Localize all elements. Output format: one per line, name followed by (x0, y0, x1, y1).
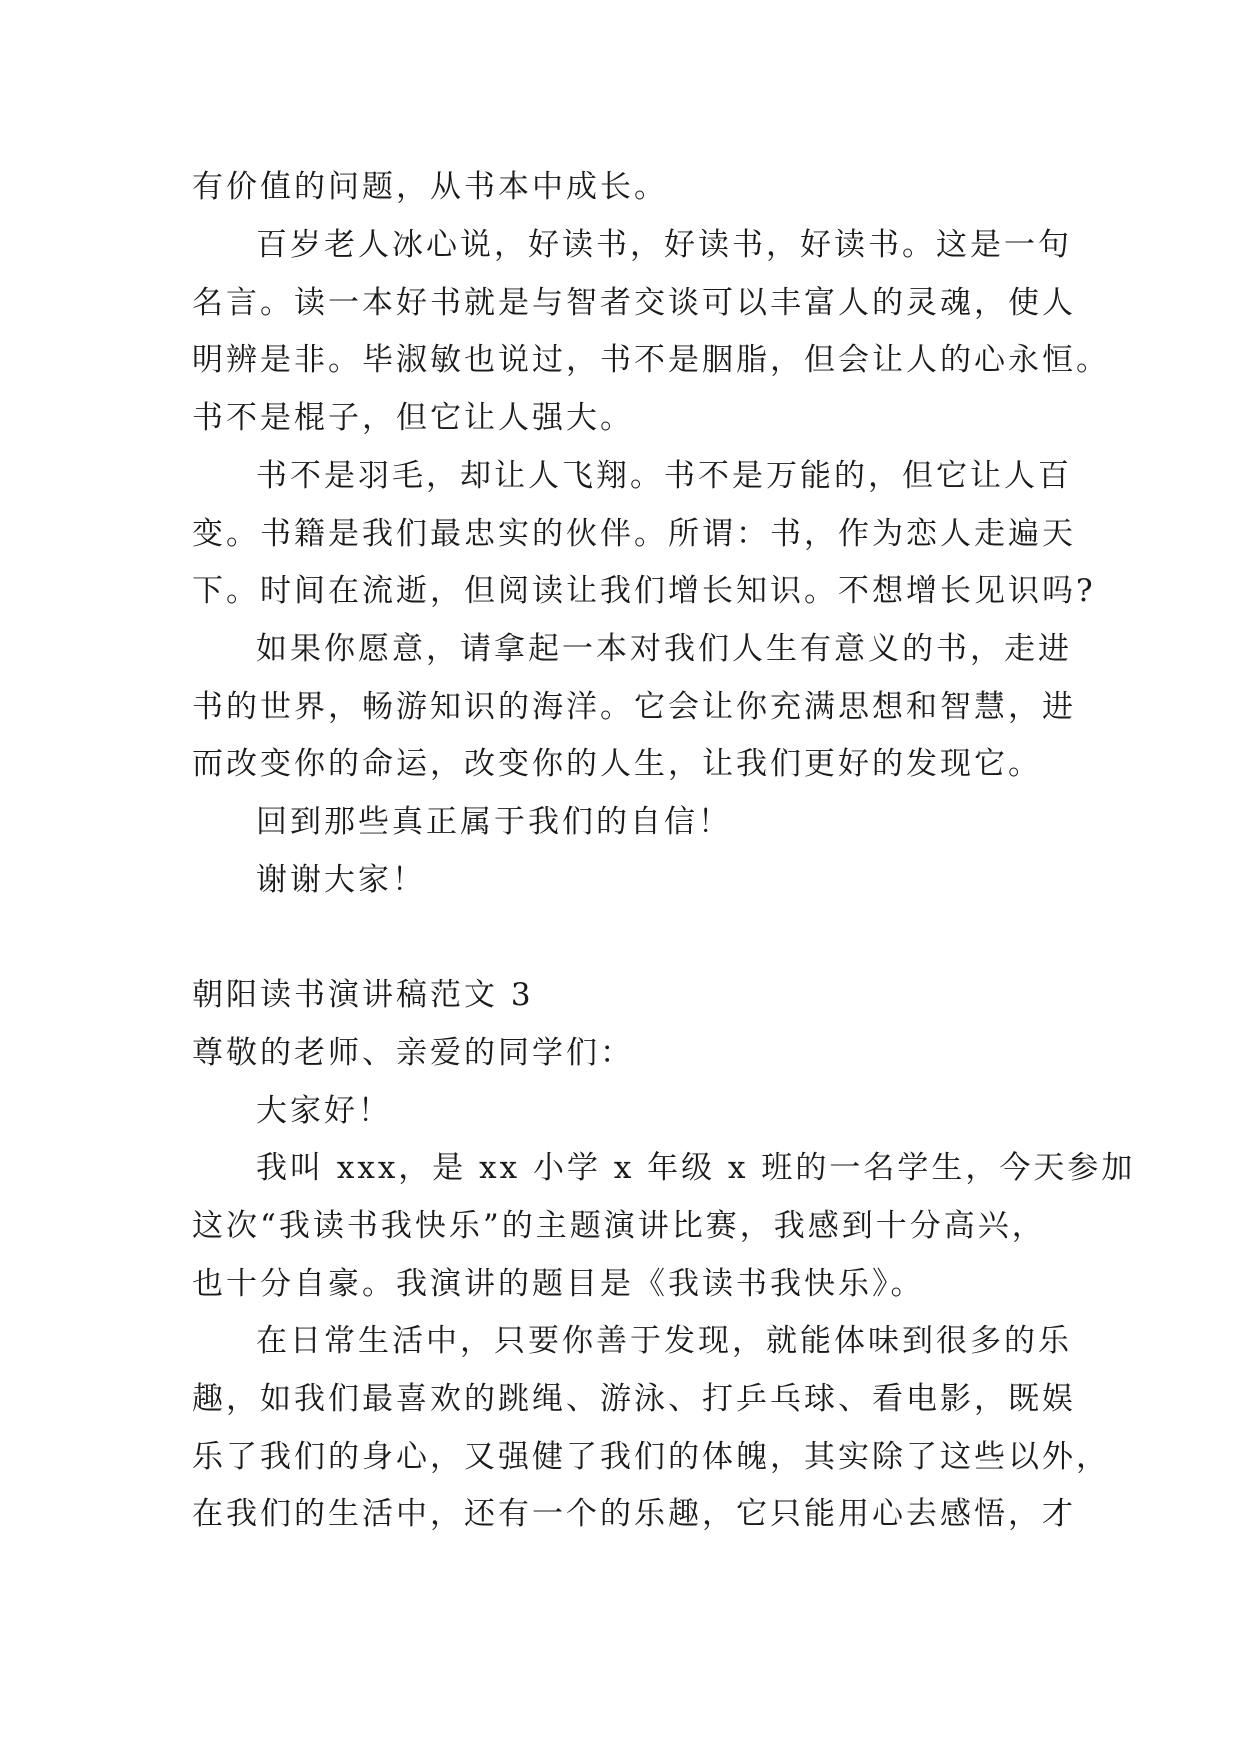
text-line: 在我们的生活中，还有一个的乐趣，它只能用心去感悟，才 (192, 1496, 1076, 1532)
text-line: 下。时间在流逝，但阅读让我们增长知识。不想增长见识吗? (192, 573, 1096, 609)
paragraph-start-line: 在日常生活中，只要你善于发现，就能体味到很多的乐 (256, 1323, 1072, 1359)
text-line: 书的世界，畅游知识的海洋。它会让你充满思想和智慧，进 (192, 689, 1076, 725)
text-line: 这次“我读书我快乐”的主题演讲比赛，我感到十分高兴， (192, 1208, 1046, 1244)
text-line: 也十分自豪。我演讲的题目是《我读书我快乐》。 (192, 1266, 925, 1302)
greeting: 大家好！ (256, 1093, 392, 1129)
text-line: 明辨是非。毕淑敏也说过，书不是胭脂，但会让人的心永恒。 (192, 342, 1110, 378)
text-line: 趣，如我们最喜欢的跳绳、游泳、打乒乓球、看电影，既娱 (192, 1381, 1076, 1417)
paragraph-start-line: 如果你愿意，请拿起一本对我们人生有意义的书，走进 (256, 631, 1072, 667)
paragraph-start-line: 回到那些真正属于我们的自信！ (256, 804, 732, 840)
text-line: 乐了我们的身心，又强健了我们的体魄，其实除了这些以外， (192, 1439, 1110, 1475)
closing-line: 谢谢大家！ (256, 862, 426, 898)
text-line: 而改变你的命运，改变你的人生，让我们更好的发现它。 (192, 746, 1042, 782)
paragraph-start-line: 我叫 xxx，是 xx 小学 x 年级 x 班的一名学生，今天参加 (256, 1150, 1136, 1186)
section-title: 朝阳读书演讲稿范文 3 (192, 977, 534, 1013)
text-line: 变。书籍是我们最忠实的伙伴。所谓：书，作为恋人走遍天 (192, 516, 1076, 552)
text-line: 有价值的问题，从书本中成长。 (192, 169, 668, 205)
text-line: 书不是棍子，但它让人强大。 (192, 400, 634, 436)
paragraph-start-line: 百岁老人冰心说，好读书，好读书，好读书。这是一句 (256, 227, 1072, 263)
paragraph-start-line: 书不是羽毛，却让人飞翔。书不是万能的，但它让人百 (256, 458, 1072, 494)
salutation: 尊敬的老师、亲爱的同学们： (192, 1035, 634, 1071)
text-line: 名言。读一本好书就是与智者交谈可以丰富人的灵魂，使人 (192, 285, 1076, 321)
